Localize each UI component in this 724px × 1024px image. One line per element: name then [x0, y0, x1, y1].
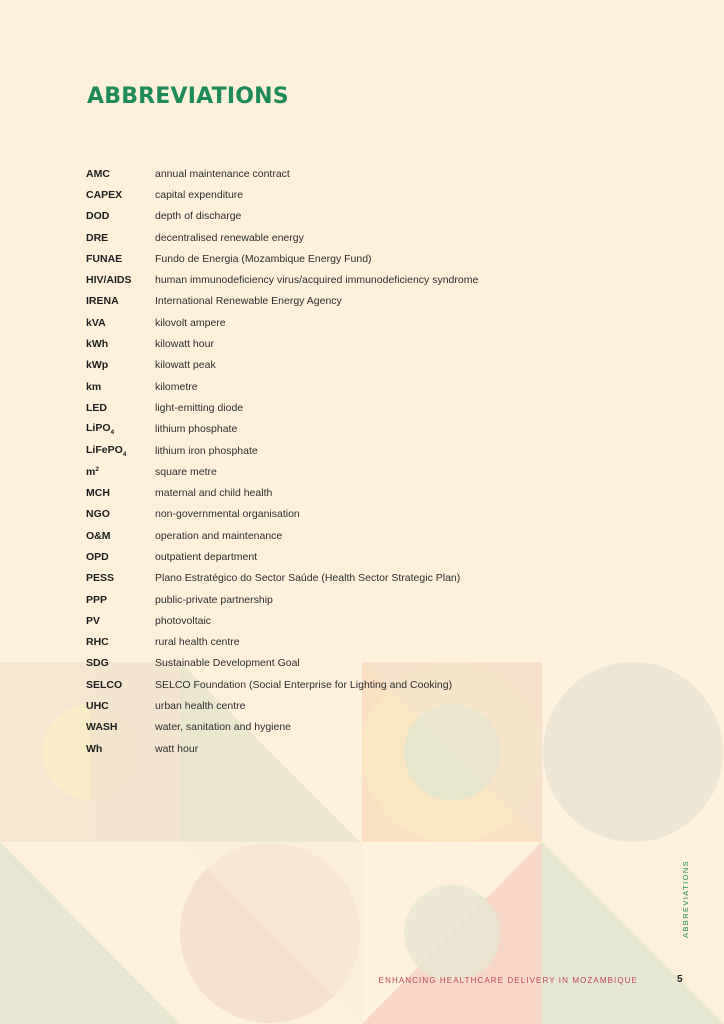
abbreviation-term-text: SELCO: [86, 678, 123, 691]
abbreviation-row: [86, 227, 478, 248]
abbreviation-row: [86, 333, 478, 354]
abbreviation-term-text: WASH: [86, 721, 118, 734]
abbreviation-definition: kilowatt peak: [155, 359, 216, 372]
abbreviation-term-text: NGO: [86, 508, 110, 521]
abbreviation-term: [86, 232, 155, 244]
abbreviation-term: [86, 551, 155, 563]
abbreviation-row: [86, 674, 478, 695]
abbreviation-definition: Fundo de Energia (Mozambique Energy Fund): [155, 252, 372, 265]
abbreviation-term-text: LED: [86, 401, 107, 414]
abbreviation-term: [86, 721, 155, 733]
abbreviation-term-text: RHC: [86, 636, 109, 649]
abbreviation-definition: non-governmental organisation: [155, 508, 300, 521]
abbreviation-term: [86, 338, 155, 350]
abbreviation-row: [86, 717, 478, 738]
abbreviation-row: [86, 206, 478, 227]
abbreviation-row: [86, 589, 478, 610]
abbreviation-term: [86, 572, 155, 584]
abbreviation-term-text: SDG: [86, 657, 109, 670]
abbreviation-row: [86, 269, 478, 290]
abbreviation-term-text: OPD: [86, 550, 109, 563]
abbreviation-term-text: m: [86, 465, 96, 478]
abbreviation-term-text: PPP: [86, 593, 108, 606]
abbreviation-term-text: O&M: [86, 529, 111, 542]
abbreviation-row: [86, 397, 478, 418]
footer-publication-title: ENHANCING HEALTHCARE DELIVERY IN MOZAMBIQUE: [378, 976, 638, 985]
abbreviation-definition: light-emitting diode: [155, 401, 244, 414]
abbreviation-term: [86, 466, 155, 478]
abbreviation-term-text: LiPO: [86, 422, 111, 435]
abbreviation-definition: lithium phosphate: [155, 423, 238, 436]
abbreviation-row: [86, 291, 478, 312]
abbreviation-row: [86, 632, 478, 653]
abbreviation-definition: public-private partnership: [155, 593, 273, 606]
abbreviation-term-text: UHC: [86, 700, 109, 713]
abbreviation-term: [86, 189, 155, 201]
abbreviation-term: [86, 444, 155, 458]
abbreviation-term-text: LiFePO: [86, 443, 123, 456]
abbreviation-term: [86, 679, 155, 691]
abbreviation-definition: capital expenditure: [155, 188, 244, 201]
abbreviation-term-text: Wh: [86, 742, 103, 755]
abbreviation-term-text: IRENA: [86, 295, 119, 308]
abbreviation-row: [86, 738, 478, 759]
abbreviation-term-text: FUNAE: [86, 252, 123, 265]
abbreviation-term: [86, 615, 155, 627]
abbreviation-definition: depth of discharge: [155, 210, 242, 223]
abbreviation-definition: SELCO Foundation (Social Enterprise for Lighting and Cooking): [155, 678, 453, 691]
side-section-label: ABBREVIATIONS: [681, 859, 690, 938]
abbreviation-term-text: DRE: [86, 231, 109, 244]
abbreviation-definition: rural health centre: [155, 636, 240, 649]
page-number: 5: [677, 974, 683, 985]
abbreviation-term: [86, 422, 155, 436]
abbreviation-row: [86, 482, 478, 503]
abbreviation-definition: kilometre: [155, 380, 198, 393]
abbreviation-term-superscript: 2: [95, 465, 99, 473]
abbreviation-term: [86, 402, 155, 414]
abbreviation-definition: kilowatt hour: [155, 338, 214, 351]
abbreviation-definition: International Renewable Energy Agency: [155, 295, 342, 308]
abbreviation-definition: annual maintenance contract: [155, 167, 290, 180]
abbreviation-definition: maternal and child health: [155, 487, 273, 500]
abbreviation-term: [86, 743, 155, 755]
abbreviation-row: [86, 312, 478, 333]
abbreviation-term: [86, 487, 155, 499]
abbreviation-definition: Plano Estratégico do Sector Saúde (Health Sector Strategic Plan): [155, 572, 461, 585]
abbreviation-row: [86, 248, 478, 269]
abbreviation-term-text: CAPEX: [86, 188, 123, 201]
abbreviation-term: [86, 210, 155, 222]
abbreviation-term-text: MCH: [86, 487, 110, 500]
abbreviation-row: [86, 461, 478, 482]
page-title: ABBREVIATIONS: [87, 84, 289, 109]
abbreviation-term-text: kVA: [86, 316, 106, 329]
abbreviation-term: [86, 530, 155, 542]
abbreviation-definition: outpatient department: [155, 550, 258, 563]
abbreviation-term-text: kWh: [86, 338, 109, 351]
abbreviation-row: [86, 440, 478, 461]
abbreviation-term-subscript: 4: [122, 450, 127, 458]
abbreviation-definition: human immunodeficiency virus/acquired immunodeficiency syndrome: [155, 274, 479, 287]
abbreviation-row: [86, 610, 478, 631]
abbreviation-term: [86, 168, 155, 180]
abbreviation-term: [86, 295, 155, 307]
abbreviation-row: [86, 163, 478, 184]
abbreviation-term-subscript: 4: [110, 429, 115, 437]
abbreviation-definition: watt hour: [155, 742, 199, 755]
abbreviation-term-text: kWp: [86, 359, 109, 372]
abbreviation-term: [86, 317, 155, 329]
abbreviation-row: [86, 504, 478, 525]
abbreviation-row: [86, 355, 478, 376]
abbreviation-definition: decentralised renewable energy: [155, 231, 304, 244]
abbreviation-definition: operation and maintenance: [155, 529, 283, 542]
abbreviations-list: [86, 163, 478, 759]
abbreviation-definition: water, sanitation and hygiene: [155, 721, 292, 734]
abbreviation-definition: Sustainable Development Goal: [155, 657, 300, 670]
abbreviation-term: [86, 381, 155, 393]
abbreviation-term-text: PV: [86, 614, 101, 627]
abbreviation-term-text: AMC: [86, 167, 110, 180]
abbreviation-term: [86, 657, 155, 669]
abbreviation-term-text: km: [86, 380, 102, 393]
abbreviation-definition: urban health centre: [155, 700, 246, 713]
abbreviation-term-text: HIV/AIDS: [86, 274, 132, 287]
abbreviation-row: [86, 376, 478, 397]
abbreviation-term: [86, 508, 155, 520]
abbreviation-row: [86, 568, 478, 589]
abbreviation-definition: photovoltaic: [155, 614, 212, 627]
abbreviation-term: [86, 636, 155, 648]
abbreviation-row: [86, 184, 478, 205]
abbreviation-row: [86, 653, 478, 674]
abbreviation-term: [86, 253, 155, 265]
abbreviation-row: [86, 419, 478, 440]
abbreviation-term: [86, 700, 155, 712]
abbreviation-term: [86, 274, 155, 286]
abbreviation-row: [86, 695, 478, 716]
abbreviation-term-text: PESS: [86, 572, 115, 585]
abbreviation-definition: kilovolt ampere: [155, 316, 226, 329]
abbreviation-definition: square metre: [155, 465, 217, 478]
abbreviation-row: [86, 525, 478, 546]
abbreviation-row: [86, 546, 478, 567]
abbreviation-term: [86, 359, 155, 371]
abbreviation-term: [86, 594, 155, 606]
abbreviation-term-text: DOD: [86, 210, 110, 223]
abbreviation-definition: lithium iron phosphate: [155, 444, 258, 457]
